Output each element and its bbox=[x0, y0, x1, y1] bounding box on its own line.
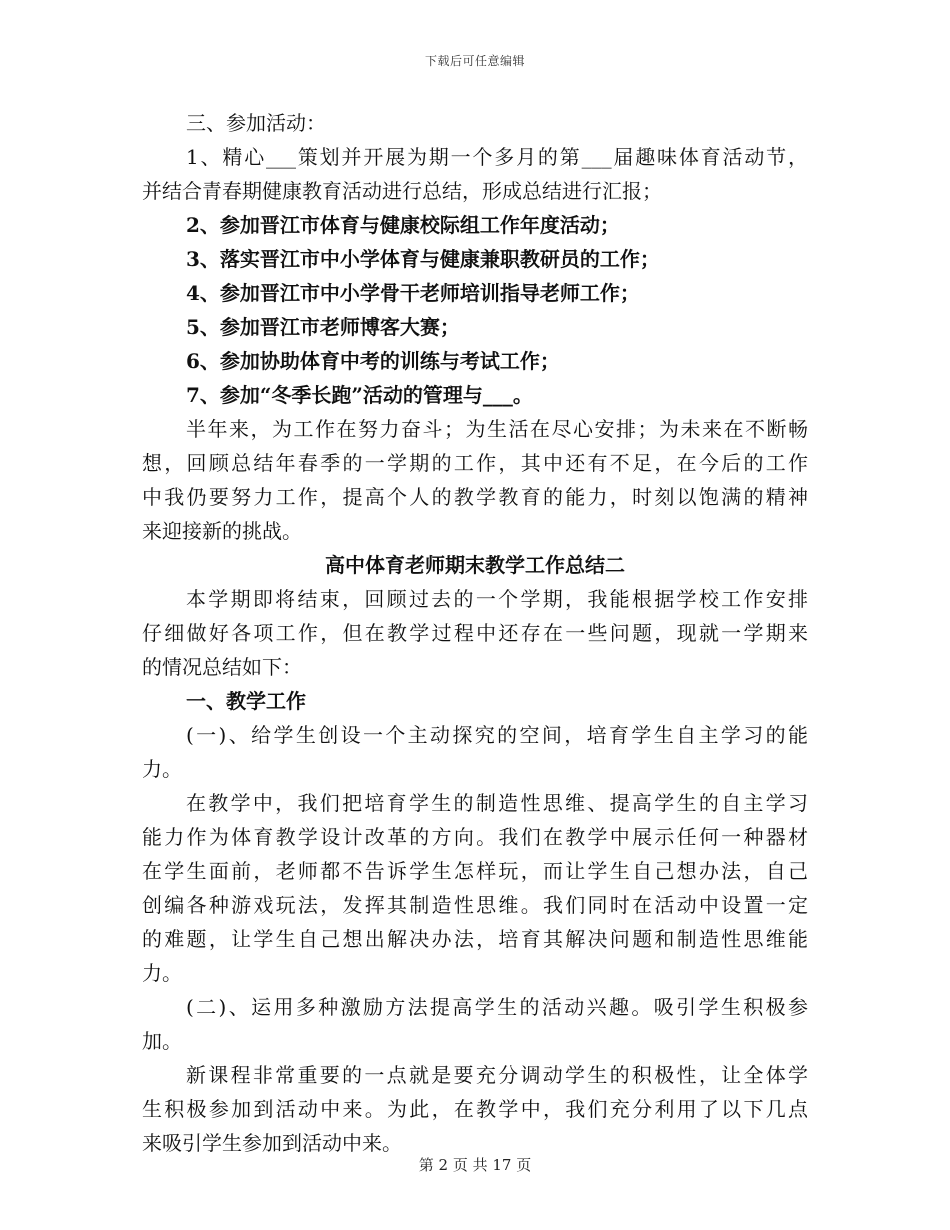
paragraph1-line6: 力。 bbox=[142, 961, 182, 985]
paragraph2-line1: 新课程非常重要的一点就是要充分调动学生的积极性，让全体学 bbox=[186, 1063, 808, 1087]
article2-intro-line1: 本学期即将结束，回顾过去的一个学期，我能根据学校工作安排 bbox=[186, 587, 808, 611]
conclusion-line1: 半年来，为工作在努力奋斗；为生活在尽心安排；为未来在不断畅 bbox=[186, 417, 808, 441]
section3-item6: 6、参加协助体育中考的训练与考试工作； bbox=[186, 349, 560, 373]
section3-item1-line2: 并结合青春期健康教育活动进行总结，形成总结进行汇报； bbox=[142, 179, 662, 203]
subsection2-line2: 加。 bbox=[142, 1029, 182, 1053]
subsection2-line1: (二)、运用多种激励方法提高学生的活动兴趣。吸引学生积极参 bbox=[186, 995, 808, 1019]
conclusion-line4: 来迎接新的挑战。 bbox=[142, 519, 302, 543]
subsection1-line1: (一)、给学生创设一个主动探究的空间，培育学生自主学习的能 bbox=[186, 723, 808, 747]
paragraph1-line1: 在教学中，我们把培育学生的制造性思维、提高学生的自主学习 bbox=[186, 791, 808, 815]
article2-title: 高中体育老师期末教学工作总结二 bbox=[325, 553, 625, 577]
section3-item2: 2、参加晋江市体育与健康校际组工作年度活动； bbox=[186, 213, 620, 237]
article2-intro-line3: 的情况总结如下： bbox=[142, 655, 302, 679]
section3-heading: 三、参加活动： bbox=[186, 111, 326, 135]
page-header: 下载后可任意编辑 bbox=[424, 54, 525, 68]
section3-item1-line1: 1、精心___策划并开展为期一个多月的第___届趣味体育活动节， bbox=[186, 145, 808, 169]
section1-heading: 一、教学工作 bbox=[186, 689, 306, 713]
conclusion-line2: 想，回顾总结年春季的一学期的工作，其中还有不足，在今后的工作 bbox=[142, 451, 808, 475]
article2-intro-line2: 仔细做好各项工作，但在教学过程中还存在一些问题，现就一学期来 bbox=[142, 621, 808, 645]
section3-item7: 7、参加“冬季长跑”活动的管理与___。 bbox=[186, 383, 533, 407]
subsection1-line2: 力。 bbox=[142, 757, 182, 781]
paragraph2-line3: 来吸引学生参加到活动中来。 bbox=[142, 1131, 402, 1155]
section3-item5: 5、参加晋江市老师博客大赛； bbox=[186, 315, 460, 339]
paragraph1-line5: 的难题，让学生自己想出解决办法，培育其解决问题和制造性思维能 bbox=[142, 927, 808, 951]
document-body bbox=[142, 106, 808, 1160]
section3-item3: 3、落实晋江市中小学体育与健康兼职教研员的工作； bbox=[186, 247, 660, 271]
page-footer: 第 2 页 共 17 页 bbox=[418, 1156, 532, 1174]
paragraph1-line4: 创编各种游戏玩法，发挥其制造性思维。我们同时在活动中设置一定 bbox=[142, 893, 808, 917]
section3-item4: 4、参加晋江市中小学骨干老师培训指导老师工作； bbox=[186, 281, 640, 305]
paragraph1-line3: 在学生面前，老师都不告诉学生怎样玩，而让学生自己想办法，自己 bbox=[142, 859, 808, 883]
conclusion-line3: 中我仍要努力工作，提高个人的教学教育的能力，时刻以饱满的精神 bbox=[142, 485, 808, 509]
paragraph2-line2: 生积极参加到活动中来。为此，在教学中，我们充分利用了以下几点 bbox=[142, 1097, 808, 1121]
paragraph1-line2: 能力作为体育教学设计改革的方向。我们在教学中展示任何一种器材 bbox=[142, 825, 808, 849]
